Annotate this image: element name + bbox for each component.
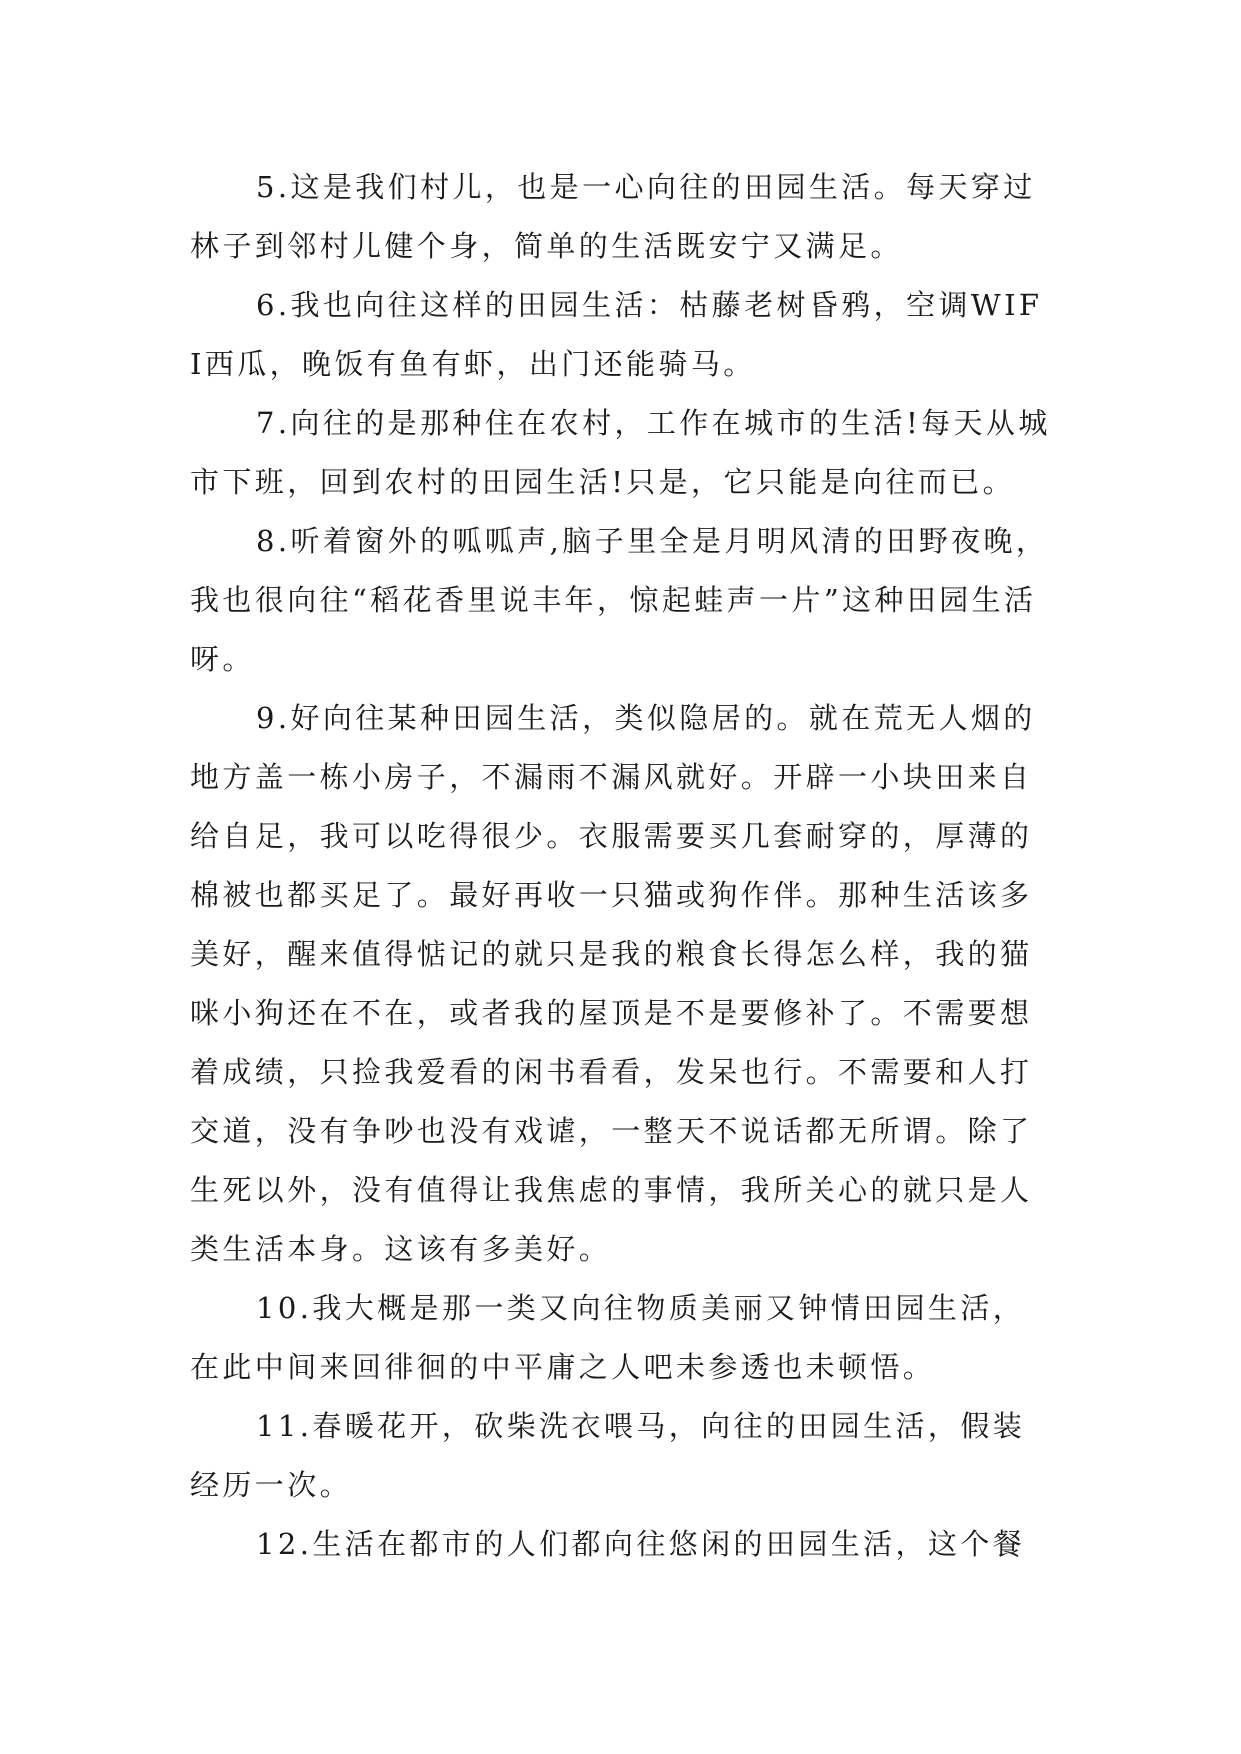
- paragraph-7: 7.向往的是那种住在农村，工作在城市的生活!每天从城市下班，回到农村的田园生活!只是，它只能是向往而已。: [190, 406, 1051, 499]
- paragraph-5: 5.这是我们村儿，也是一心向往的田园生活。每天穿过林子到邻村儿健个身，简单的生活既安宁又满足。: [190, 170, 1036, 263]
- paragraph-8: 8.听着窗外的呱呱声,脑子里全是月明风清的田野夜晚，我也很向往“稻花香里说丰年，惊起蛙声一片”这种田园生活呀。: [190, 524, 1049, 676]
- paragraph-6: 6.我也向往这样的田园生活：枯藤老树昏鸦，空调WIFI西瓜，晚饭有鱼有虾，出门还能骑马。: [190, 288, 1043, 381]
- paragraph-9: 9.好向往某种田园生活，类似隐居的。就在荒无人烟的地方盖一栋小房子，不漏雨不漏风就好。开辟一小块田来自给自足，我可以吃得很少。衣服需要买几套耐穿的，厚薄的棉被也都买足了。最好再收一只猫或狗作伴。那种生活该多美好，醒来值得惦记的就只是我的粮食长得怎么样，我的猫咪小狗还在不在，或者我的屋顶是不是要修补了。不需要想着成绩，只捡我爱看的闲书看看，发呆也行。不需要和人打交道，没有争吵也没有戏谑，一整天不说话都无所谓。除了生死以外，没有值得让我焦虑的事情，我所关心的就只是人类生活本身。这该有多美好。: [190, 701, 1036, 1266]
- paragraph-10: 10.我大概是那一类又向往物质美丽又钟情田园生活，在此中间来回徘徊的中平庸之人吧未参透也未顿悟。: [190, 1291, 1026, 1384]
- paragraph-11: 11.春暖花开，砍柴洗衣喂马，向往的田园生活，假装经历一次。: [190, 1409, 1026, 1502]
- body-text: [190, 158, 1052, 1574]
- paragraph-12: 12.生活在都市的人们都向往悠闲的田园生活，这个餐: [256, 1527, 1026, 1561]
